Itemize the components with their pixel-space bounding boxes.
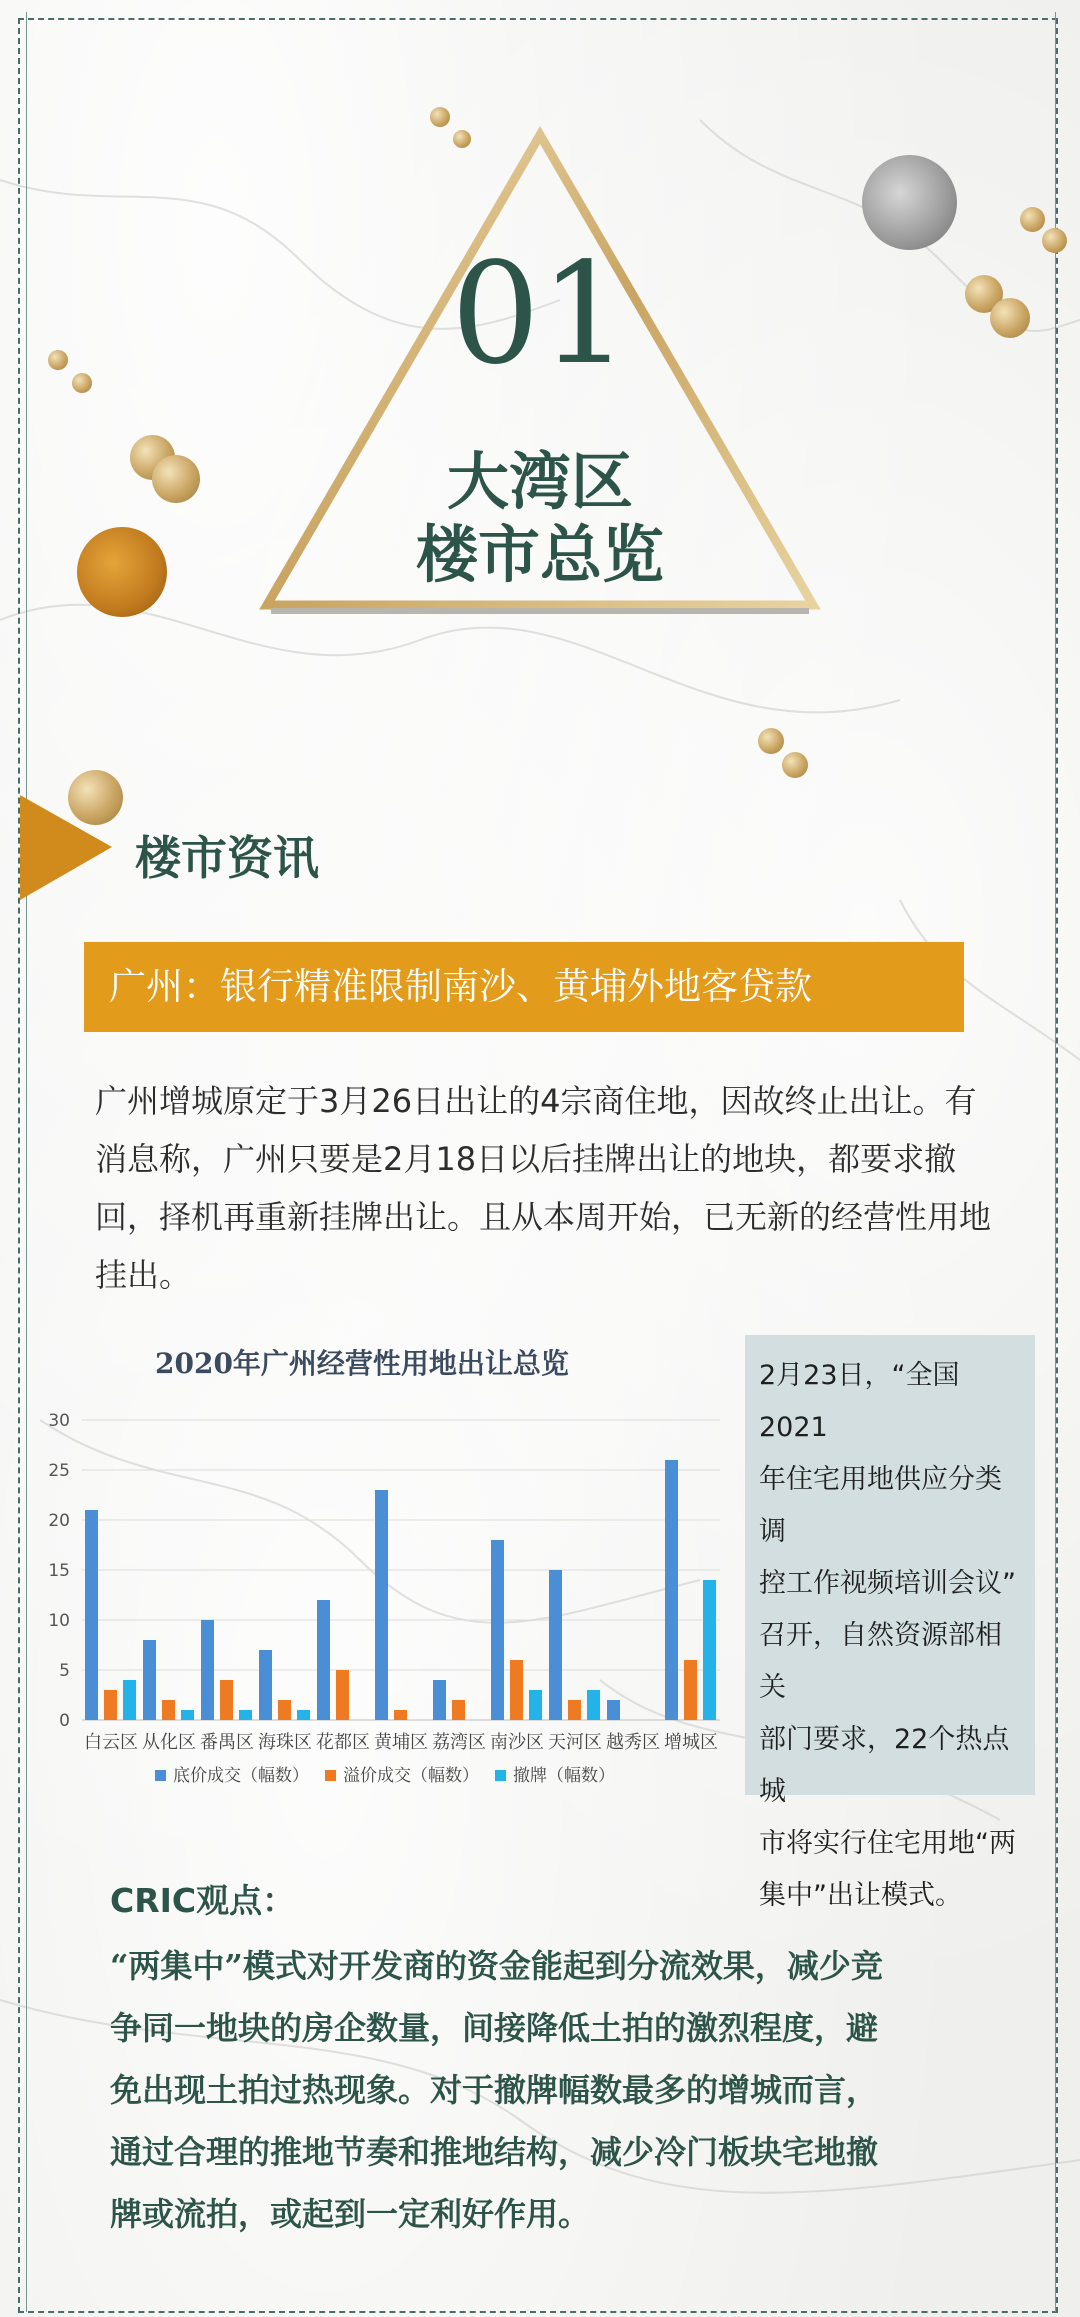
x-tick-label: 从化区 xyxy=(142,1732,196,1753)
bar xyxy=(491,1540,504,1720)
x-tick-label: 增城区 xyxy=(664,1732,718,1753)
legend-swatch xyxy=(325,1770,336,1781)
side-note-line: 市将实行住宅用地“两 xyxy=(759,1828,1016,1859)
x-tick-label: 花都区 xyxy=(316,1732,370,1753)
bar xyxy=(297,1710,310,1720)
cric-line: 争同一地块的房企数量，间接降低土拍的激烈程度，避 xyxy=(110,2009,879,2047)
bar xyxy=(239,1710,252,1720)
gold-dot xyxy=(758,728,784,754)
bar xyxy=(123,1680,136,1720)
legend-swatch xyxy=(495,1770,506,1781)
grey-stone-circle xyxy=(862,155,957,250)
x-tick-label: 天河区 xyxy=(548,1732,602,1753)
cric-title: CRIC观点： xyxy=(110,1881,296,1920)
bar xyxy=(665,1460,678,1720)
bar xyxy=(510,1660,523,1720)
x-tick-label: 白云区 xyxy=(84,1732,138,1753)
x-tick-label: 海珠区 xyxy=(258,1732,312,1753)
orange-arrow-icon xyxy=(20,795,115,900)
cric-line: 牌或流拍，或起到一定利好作用。 xyxy=(110,2195,591,2233)
bar xyxy=(162,1700,175,1720)
y-tick-label: 30 xyxy=(48,1411,70,1431)
bar xyxy=(317,1600,330,1720)
bar xyxy=(181,1710,194,1720)
side-note-box xyxy=(745,1335,1035,1911)
y-tick-label: 5 xyxy=(59,1661,70,1681)
gold-dot xyxy=(782,752,808,778)
bar xyxy=(433,1680,446,1720)
gold-dot xyxy=(430,107,450,127)
side-note-line: 2月23日，“全国2021 xyxy=(759,1360,960,1443)
bar xyxy=(549,1570,562,1720)
cric-text xyxy=(110,1935,990,2245)
bar xyxy=(143,1640,156,1720)
x-tick-label: 南沙区 xyxy=(490,1732,544,1753)
bar xyxy=(587,1690,600,1720)
y-tick-label: 0 xyxy=(59,1711,70,1731)
bar-chart xyxy=(40,1385,730,1805)
header-title-line2: 楼市总览 xyxy=(415,518,664,591)
side-note-line: 部门要求，22个热点城 xyxy=(759,1724,1010,1807)
bar xyxy=(336,1670,349,1720)
y-tick-label: 10 xyxy=(48,1611,70,1631)
bar xyxy=(607,1700,620,1720)
bar xyxy=(684,1660,697,1720)
cric-line: 通过合理的推地节奏和推地结构，减少冷门板块宅地撤 xyxy=(110,2133,879,2171)
bar xyxy=(568,1700,581,1720)
y-tick-label: 20 xyxy=(48,1511,70,1531)
bar xyxy=(529,1690,542,1720)
bar xyxy=(278,1700,291,1720)
gold-dot xyxy=(1020,207,1045,232)
bar xyxy=(104,1690,117,1720)
section-number: 01 xyxy=(450,233,630,396)
y-tick-label: 15 xyxy=(48,1561,70,1581)
cric-line: 免出现土拍过热现象。对于撤牌幅数最多的增城而言， xyxy=(110,2071,879,2109)
news-headline-banner: 广州：银行精准限制南沙、黄埔外地客贷款 xyxy=(84,942,964,1032)
chart-title: 2020年广州经营性用地出让总览 xyxy=(155,1347,569,1380)
bar xyxy=(375,1490,388,1720)
side-note-line: 控工作视频培训会议” xyxy=(759,1568,1016,1599)
cric-line: “两集中”模式对开发商的资金能起到分流效果，减少竞 xyxy=(110,1947,883,1985)
x-tick-label: 越秀区 xyxy=(606,1732,660,1753)
bar xyxy=(452,1700,465,1720)
legend-label: 溢价成交（幅数） xyxy=(343,1766,479,1786)
side-note-line: 年住宅用地供应分类调 xyxy=(759,1464,1002,1547)
bar xyxy=(394,1710,407,1720)
bar xyxy=(201,1620,214,1720)
x-tick-label: 黄埔区 xyxy=(374,1732,428,1753)
bar xyxy=(220,1680,233,1720)
news-paragraph: 广州增城原定于3月26日出让的4宗商住地，因故终止出让。有消息称，广州只要是2月18日以后挂牌出让的地块，都要求撤回，择机再重新挂牌出让。且从本周开始，已无新的经营性用地挂出。 xyxy=(95,1082,992,1294)
x-tick-label: 番禺区 xyxy=(200,1732,254,1753)
x-tick-label: 荔湾区 xyxy=(432,1732,486,1753)
y-tick-label: 25 xyxy=(48,1461,70,1481)
bar xyxy=(259,1650,272,1720)
bar xyxy=(85,1510,98,1720)
legend-swatch xyxy=(155,1770,166,1781)
bar xyxy=(703,1580,716,1720)
legend-label: 底价成交（幅数） xyxy=(173,1766,309,1786)
legend-label: 撤牌（幅数） xyxy=(513,1766,615,1786)
side-note-line: 召开，自然资源部相关 xyxy=(759,1620,1002,1703)
header-title-line1: 大湾区 xyxy=(446,445,633,518)
section-title: 楼市资讯 xyxy=(135,831,319,885)
side-note-line: 集中”出让模式。 xyxy=(759,1880,962,1911)
